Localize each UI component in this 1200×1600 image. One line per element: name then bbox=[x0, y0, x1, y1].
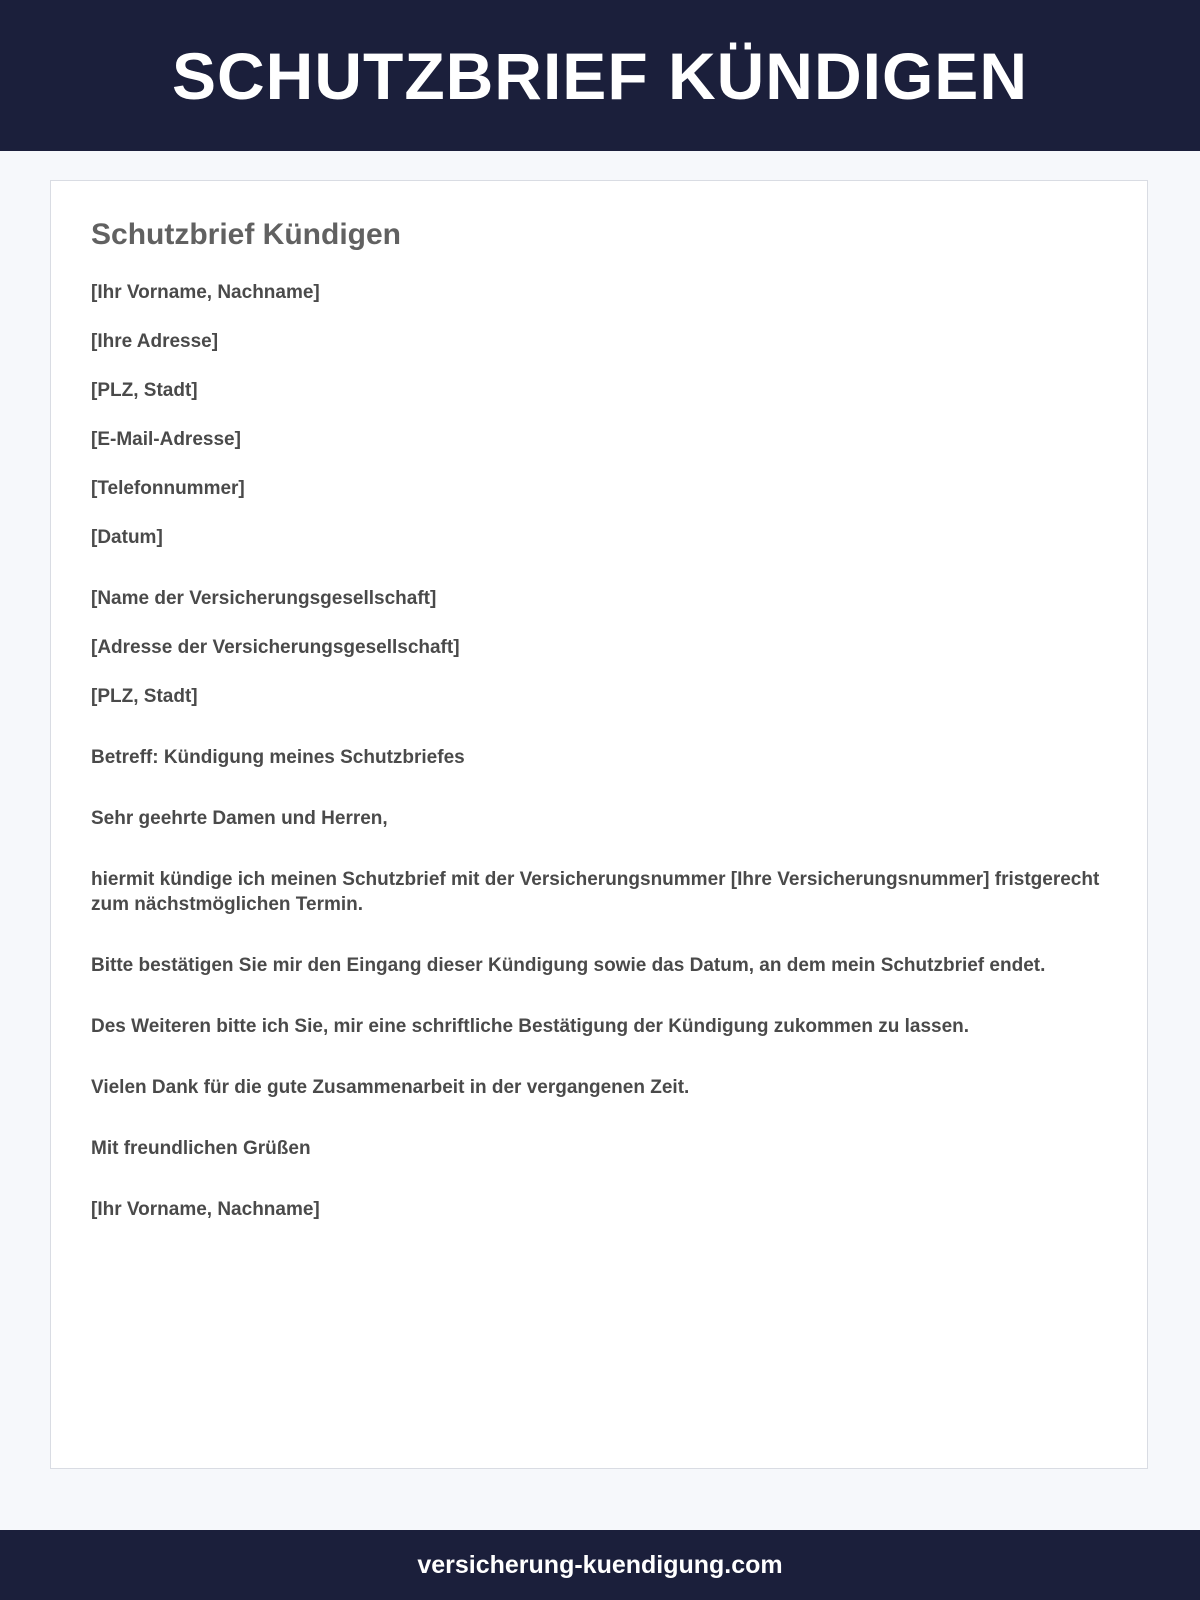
page-title: SCHUTZBRIEF KÜNDIGEN bbox=[172, 38, 1028, 113]
body-paragraph: Vielen Dank für die gute Zusammenarbeit in der vergangenen Zeit. bbox=[91, 1077, 690, 1098]
sender-phone: [Telefonnummer] bbox=[91, 478, 245, 499]
recipient-company: [Name der Versicherungsgesellschaft] bbox=[91, 588, 437, 609]
letter-closing: Mit freundlichen Grüßen bbox=[91, 1138, 311, 1159]
letter-subject: Betreff: Kündigung meines Schutzbriefes bbox=[91, 747, 465, 768]
letter-salutation: Sehr geehrte Damen und Herren, bbox=[91, 808, 388, 829]
letter-title: Schutzbrief Kündigen bbox=[91, 218, 401, 251]
recipient-address: [Adresse der Versicherungsgesellschaft] bbox=[91, 637, 460, 658]
body-paragraph: Bitte bestätigen Sie mir den Eingang dieser Kündigung sowie das Datum, an dem mein Schutzbrief endet. bbox=[91, 955, 1046, 976]
sender-address: [Ihre Adresse] bbox=[91, 331, 219, 352]
recipient-city: [PLZ, Stadt] bbox=[91, 686, 198, 707]
body-paragraph: Des Weiteren bitte ich Sie, mir eine schriftliche Bestätigung der Kündigung zukommen zu lassen. bbox=[91, 1016, 970, 1037]
letter-date: [Datum] bbox=[91, 527, 163, 548]
sender-name: [Ihr Vorname, Nachname] bbox=[91, 282, 320, 303]
sender-email: [E-Mail-Adresse] bbox=[91, 429, 241, 450]
sender-city: [PLZ, Stadt] bbox=[91, 380, 198, 401]
page-footer bbox=[0, 1530, 1200, 1600]
letter-card bbox=[50, 180, 1148, 1469]
letter-signature: [Ihr Vorname, Nachname] bbox=[91, 1199, 320, 1220]
page-header bbox=[0, 0, 1200, 151]
footer-site-name: versicherung-kuendigung.com bbox=[417, 1550, 783, 1579]
body-paragraph: hiermit kündige ich meinen Schutzbrief mit der Versicherungsnummer [Ihre Versicherungsnummer] fristgerecht zum nächstmöglichen Termin. bbox=[91, 869, 1100, 915]
